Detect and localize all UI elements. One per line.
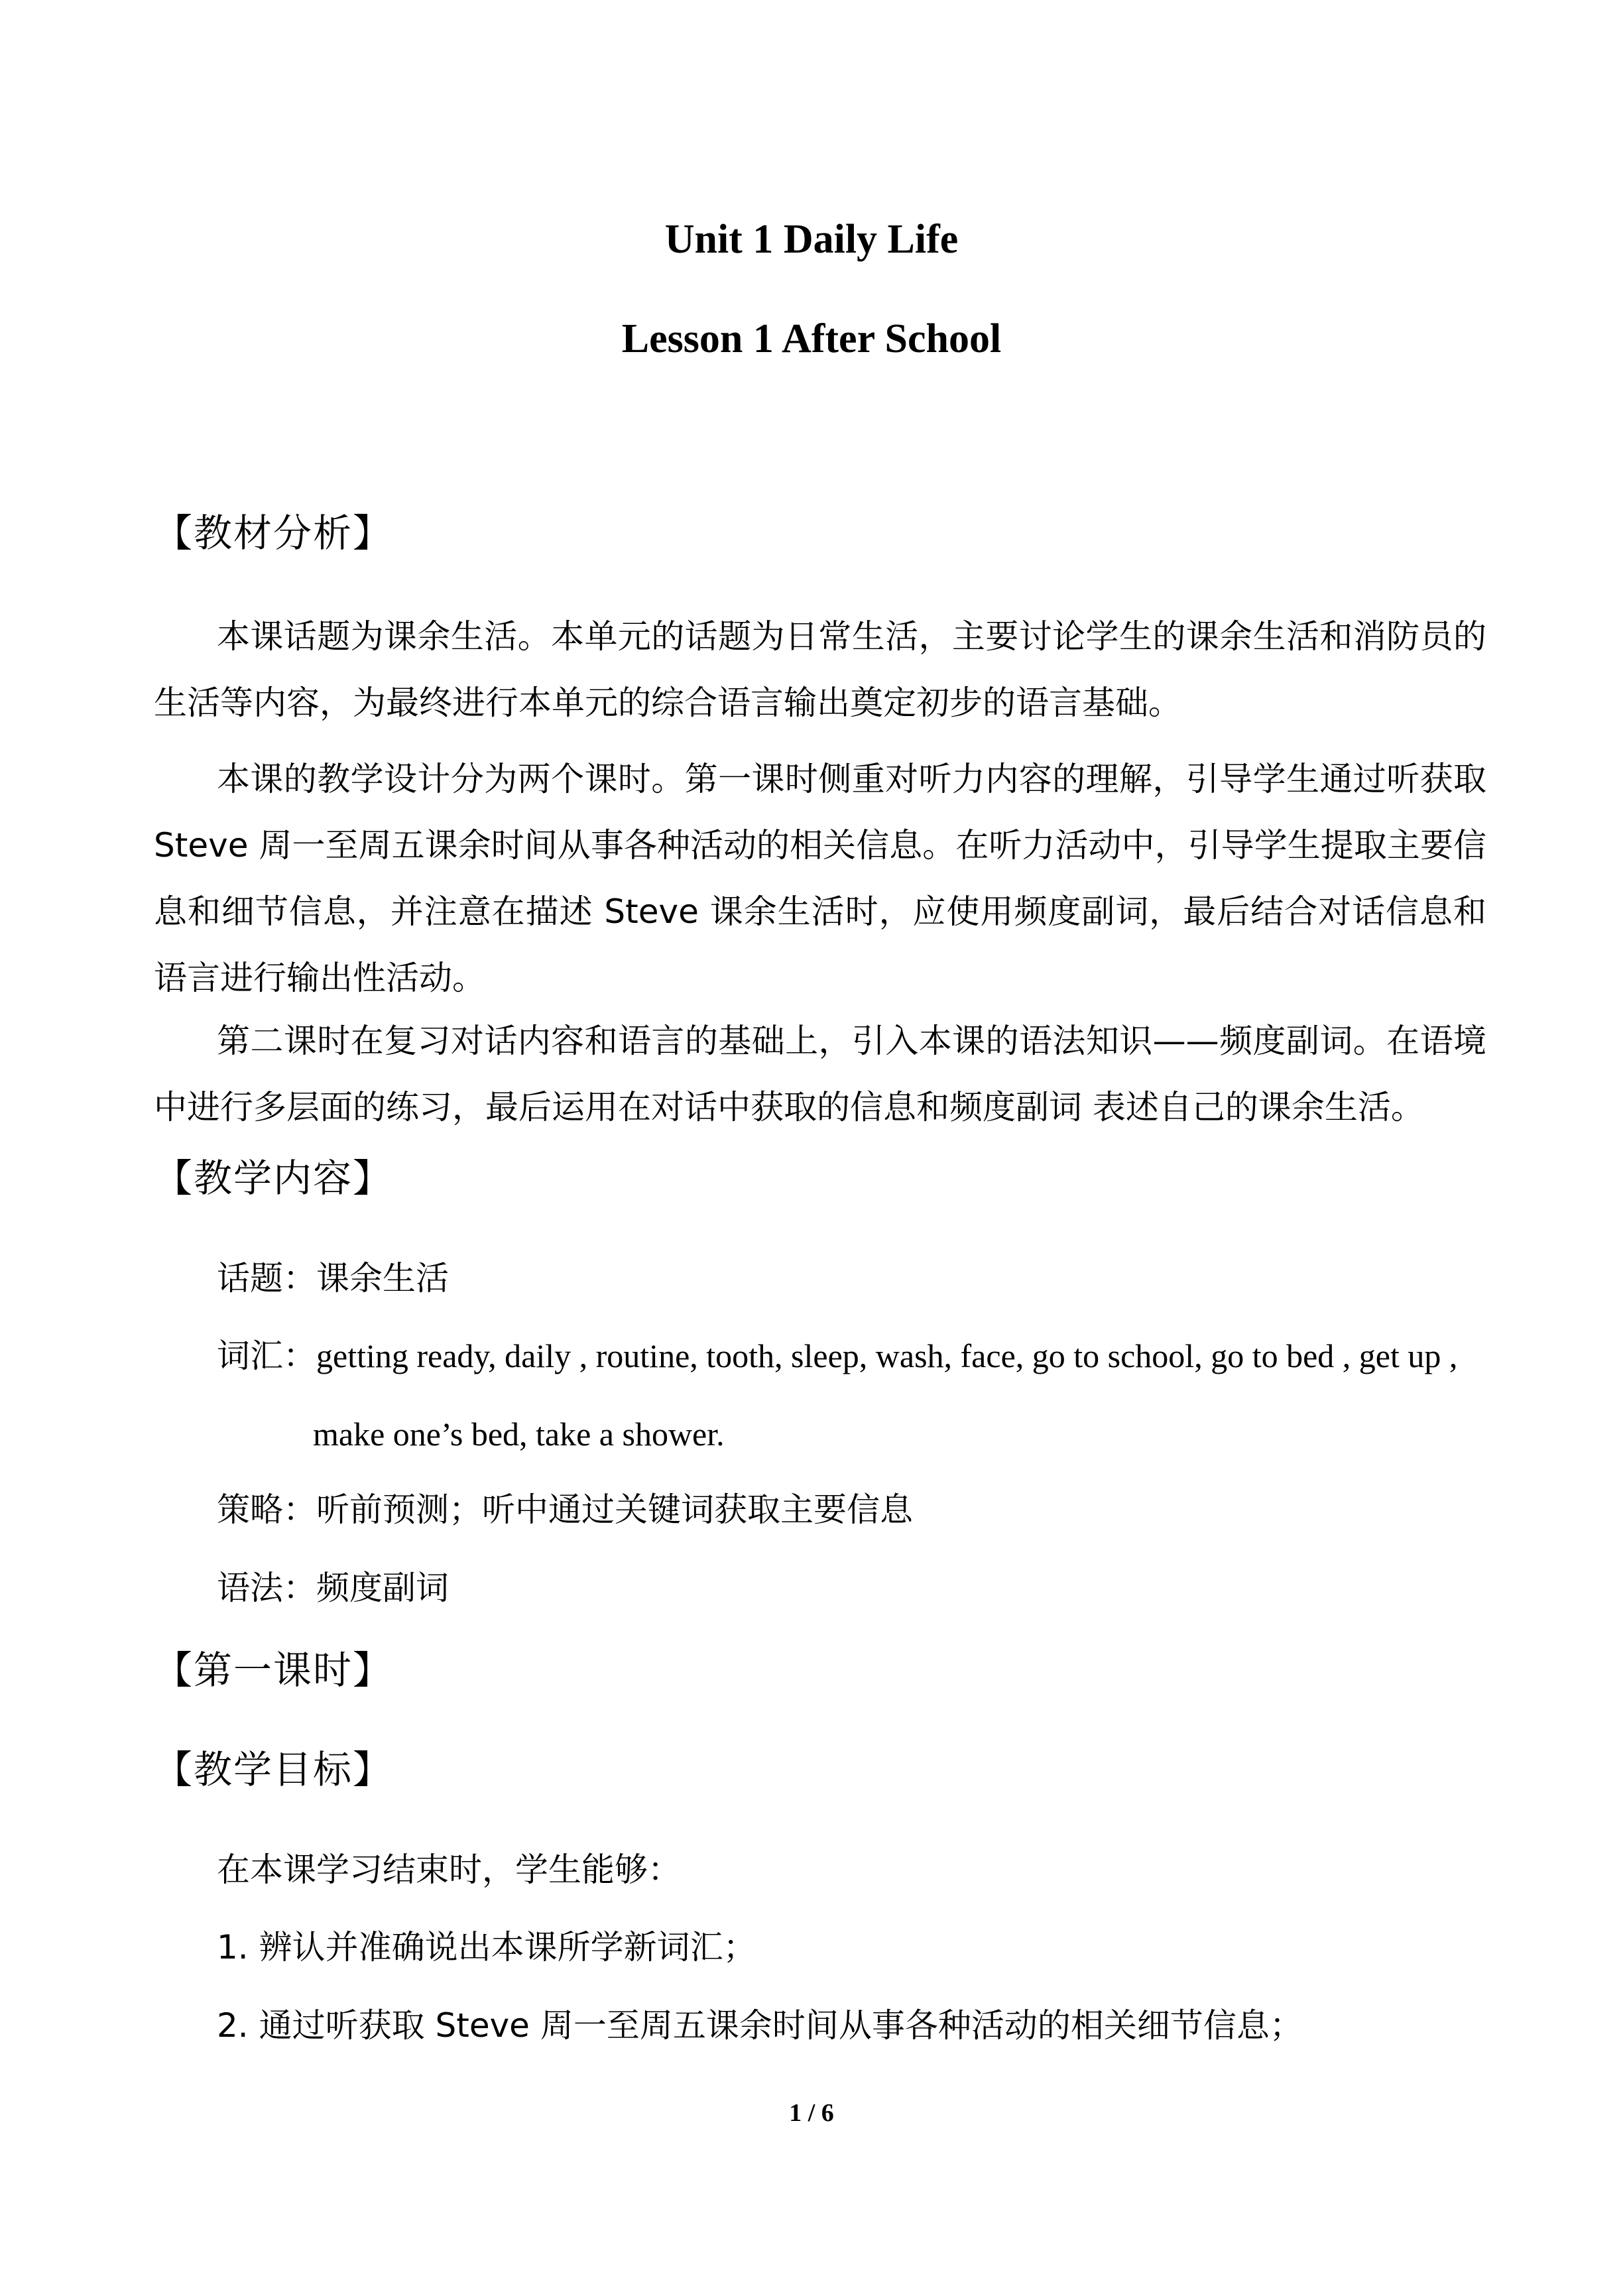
unit-title: Unit 1 Daily Life [664, 217, 959, 262]
vocab-line-2: make one’s bed, take a shower. [313, 1416, 725, 1453]
heading-content: 【教学内容】 [154, 1156, 393, 1201]
grammar-line: 语法：频度副词 [217, 1569, 449, 1607]
goal-item-2: 2. 通过听获取 Steve 周一至周五课余时间从事各种活动的相关细节信息； [217, 2006, 1303, 2045]
vocab-label: 词汇： [217, 1337, 316, 1375]
topic-line: 话题：课余生活 [217, 1259, 449, 1298]
page-number: 1 / 6 [789, 2099, 834, 2127]
analysis-paragraph-1: 本课话题为课余生活。本单元的话题为日常生活，主要讨论学生的课余生活和消防员的生活等内容，为最终进行本单元的综合语言输出奠定初步的语言基础。 [154, 617, 1486, 722]
goals-intro: 在本课学习结束时，学生能够： [217, 1850, 681, 1889]
analysis-paragraph-2: 本课的教学设计分为两个课时。第一课时侧重对听力内容的理解，引导学生通过听获取 Steve 周一至周五课余时间从事各种活动的相关信息。在听力活动中，引导学生提取主要信息和细节信息，并注意在描述 Steve 课余生活时，应使用频度副词，最后结合对话信息和语言进行输出性活动。 [154, 760, 1486, 997]
vocab-line-1 [217, 1337, 1458, 1375]
vocab-words-1: getting ready, daily , routine, tooth, sleep, wash, face, go to school, go to bed , get up , [316, 1337, 1458, 1374]
heading-analysis: 【教材分析】 [154, 511, 393, 556]
strategy-line: 策略：听前预测；听中通过关键词获取主要信息 [217, 1490, 913, 1529]
heading-goals: 【教学目标】 [154, 1747, 393, 1792]
goal-item-1: 1. 辨认并准确说出本课所学新词汇； [217, 1928, 756, 1966]
heading-period-1: 【第一课时】 [154, 1648, 393, 1693]
lesson-title: Lesson 1 After School [621, 316, 1002, 361]
analysis-paragraph-3: 第二课时在复习对话内容和语言的基础上，引入本课的语法知识——频度副词。在语境中进行多层面的练习，最后运用在对话中获取的信息和频度副词 表述自己的课余生活。 [154, 1022, 1486, 1126]
